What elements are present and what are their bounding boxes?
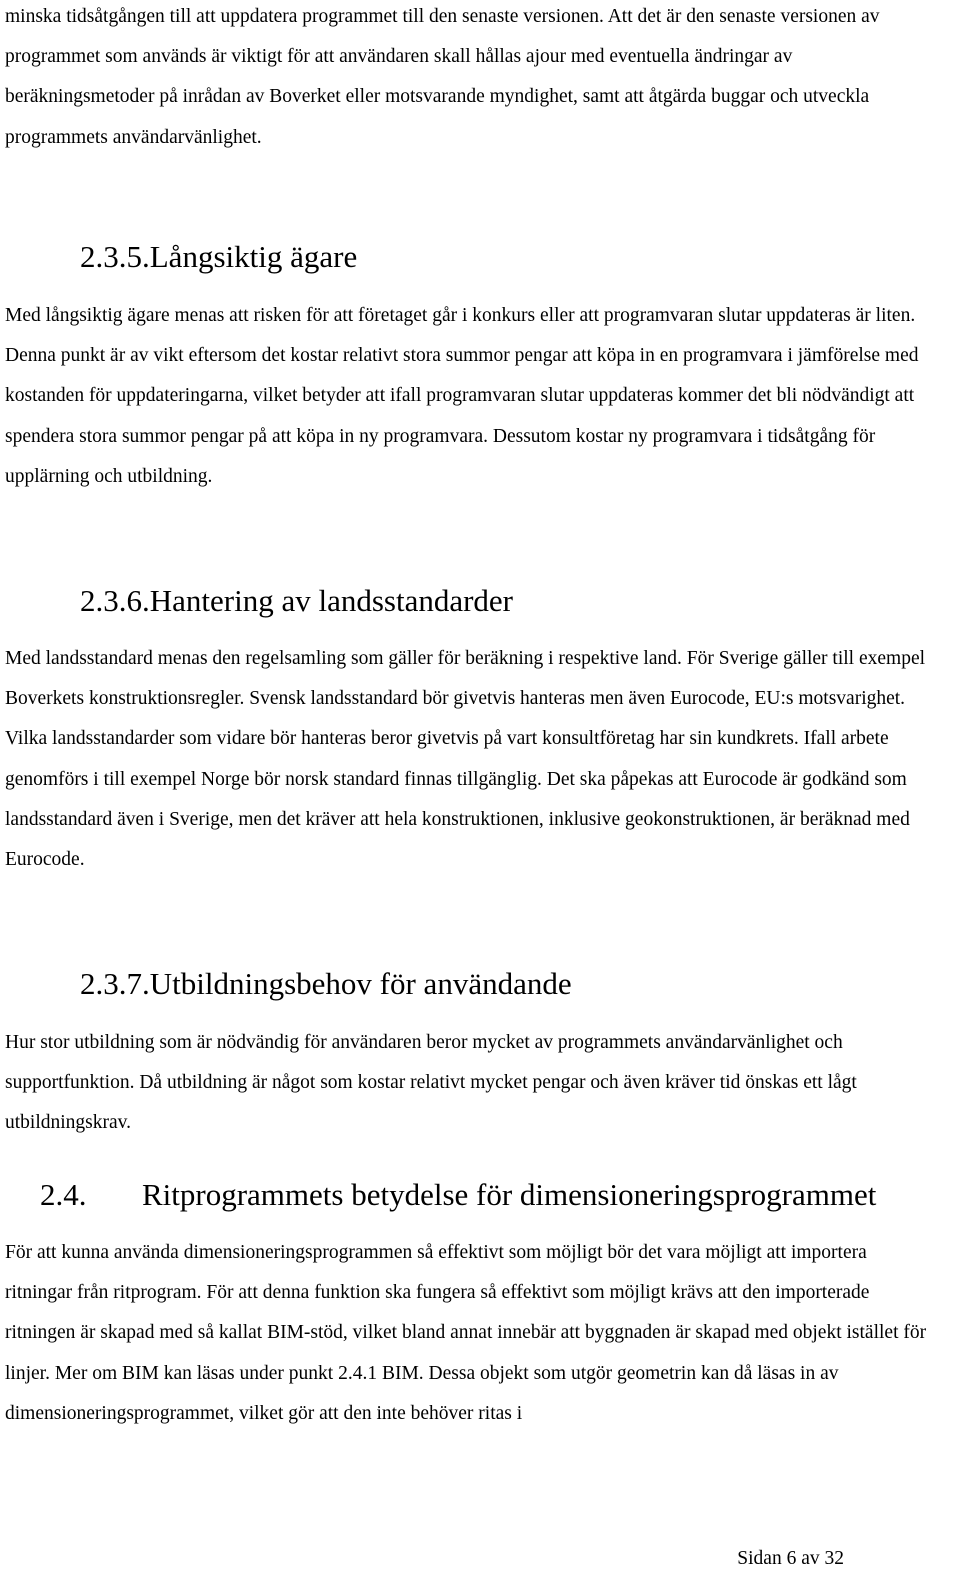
section-heading-2-3-5: 2.3.5.Långsiktig ägare <box>80 239 358 274</box>
intro-paragraph: minska tidsåtgången till att uppdatera programmet till den senaste versionen. Att det är den senaste versionen av programmet som används är viktigt för att användaren skall hållas ajour med eventuella ändringar av beräkningsmetoder på inrådan av Boverket eller motsvarande myndighet, samt att åtgärda buggar och utveckla programmets användarvänlighet. <box>5 6 880 148</box>
page-number: Sidan 6 av 32 <box>737 1548 844 1569</box>
section-heading-2-3-6: 2.3.6.Hantering av landsstandarder <box>80 583 514 618</box>
section-body-2-4: För att kunna använda dimensioneringsprogrammen så effektivt som möjligt bör det vara möjligt att importera ritningar från ritprogram. För att denna funktion ska fungera så effektivt som möjligt krävs att den importerade ritningen är skapad med så kallat BIM-stöd, vilket bland annat innebär att byggnaden är skapad med objekt istället för linjer. Mer om BIM kan läsas under punkt 2.4.1 BIM. Dessa objekt som utgör geometrin kan då läsas in av dimensioneringsprogrammet, vilket gör att den inte behöver ritas i <box>5 1242 927 1424</box>
section-body-2-3-6: Med landsstandard menas den regelsamling som gäller för beräkning i respektive land. För Sverige gäller till exempel Boverkets konstruktionsregler. Svensk landsstandard bör givetvis hanteras men även Eurocode, EU:s motsvarighet. Vilka landsstandarder som vidare bör hanteras beror givetvis på vart konsultföretag har sin kundkrets. Ifall arbete genomförs i till exempel Norge bör norsk standard finnas tillgänglig. Det ska påpekas att Eurocode är godkänd som landsstandard även i Sverige, men det kräver att hela konstruktionen, inklusive geokonstruktionen, är beräknad med Eurocode. <box>5 648 926 871</box>
section-body-2-3-7: Hur stor utbildning som är nödvändig för användaren beror mycket av programmets användarvänlighet och supportfunktion. Då utbildning är något som kostar relativt mycket pengar och även kräver tid önskas ett lågt utbildningskrav. <box>5 1032 857 1134</box>
section-title-2-4: Ritprogrammets betydelse för dimensioneringsprogrammet <box>142 1177 877 1212</box>
section-heading-2-3-7: 2.3.7.Utbildningsbehov för användande <box>80 966 572 1001</box>
section-number-2-4: 2.4. <box>40 1177 87 1212</box>
section-body-2-3-5: Med långsiktig ägare menas att risken för att företaget går i konkurs eller att programvaran slutar uppdateras är liten. Denna punkt är av vikt eftersom det kostar relativt stora summor pengar att köpa in en programvara i jämförelse med kostanden för uppdateringarna, vilket betyder att ifall programvaran slutar uppdateras kommer det bli nödvändigt att spendera stora summor pengar på att köpa in ny programvara. Dessutom kostar ny programvara i tidsåtgång för upplärning och utbildning. <box>5 305 919 487</box>
